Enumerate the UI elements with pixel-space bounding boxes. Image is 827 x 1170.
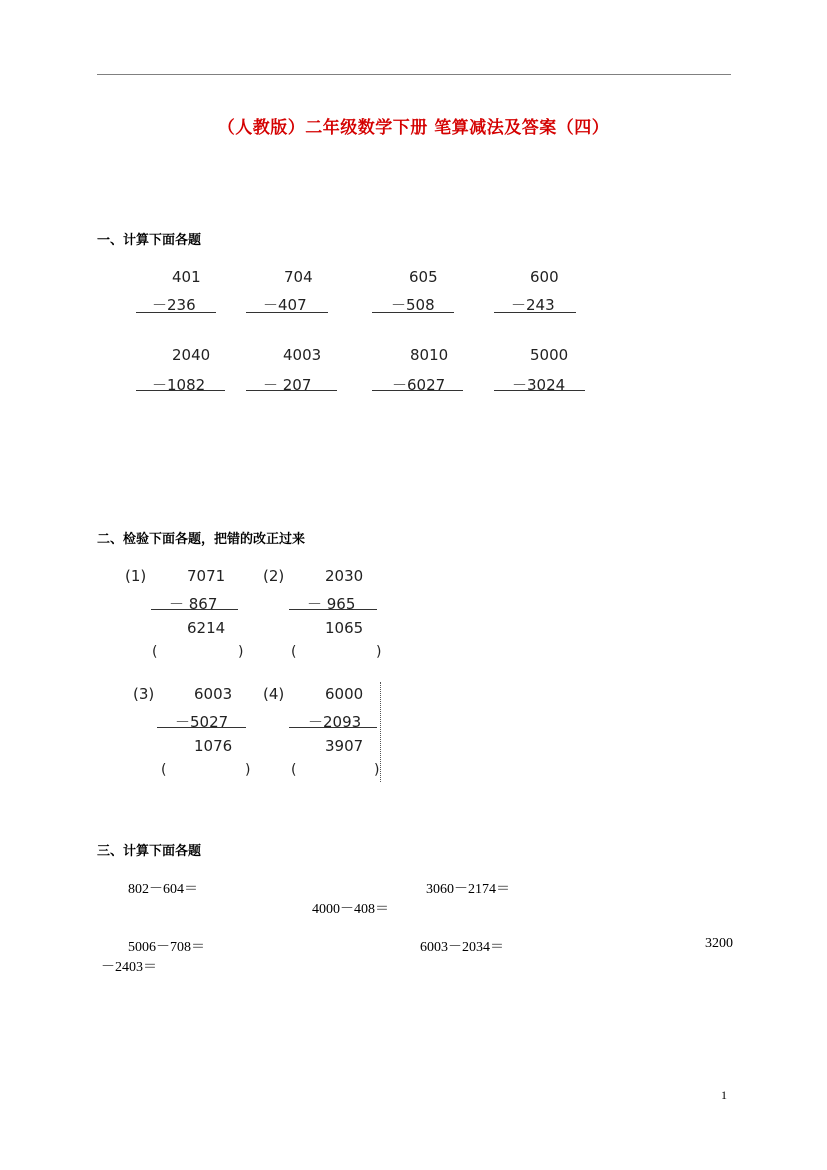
check-3-result: 1076 <box>194 737 233 755</box>
problem-1-top: 401 <box>172 268 201 286</box>
check-1-line <box>151 609 238 610</box>
check-2-top: 2030 <box>325 567 364 585</box>
check-1-top: 7071 <box>187 567 226 585</box>
problem-7-top: 8010 <box>410 346 449 364</box>
check-1-label: (1) <box>125 567 147 585</box>
check-4-sub: －2093 <box>308 713 362 731</box>
problem-4-line <box>494 312 576 313</box>
problem-8-sub: －3024 <box>512 376 566 394</box>
problem-4-top: 600 <box>530 268 559 286</box>
problem-3-sub: －508 <box>391 296 435 314</box>
check-3-top: 6003 <box>194 685 233 703</box>
problem-8-line <box>494 390 585 391</box>
check-2-sub: － 965 <box>307 595 356 613</box>
section2-heading: 二、检验下面各题，把错的改正过来 <box>97 532 306 547</box>
problem-3-line <box>372 312 454 313</box>
page-number: 1 <box>721 1088 727 1102</box>
expr-6-start: 3200 <box>705 936 733 951</box>
problem-7-line <box>372 390 463 391</box>
check-2-paren-close: ) <box>376 644 382 660</box>
check-4-label: (4) <box>263 685 285 703</box>
problem-1-line <box>136 312 216 313</box>
check-4-line <box>289 727 377 728</box>
section1-heading: 一、计算下面各题 <box>97 233 202 248</box>
check-2-line <box>289 609 377 610</box>
check-4-result: 3907 <box>325 737 364 755</box>
check-1-sub: － 867 <box>169 595 218 613</box>
scan-edge-dotted-line <box>380 682 381 782</box>
problem-5-line <box>136 390 225 391</box>
problem-4-sub: －243 <box>511 296 555 314</box>
check-3-line <box>157 727 246 728</box>
problem-6-top: 4003 <box>283 346 322 364</box>
problem-5-sub: －1082 <box>152 376 206 394</box>
problem-8-top: 5000 <box>530 346 569 364</box>
header-rule <box>97 74 731 75</box>
expr-6-end: －2403＝ <box>101 960 157 975</box>
problem-6-sub: － 207 <box>263 376 312 394</box>
problem-6-line <box>246 390 337 391</box>
expr-3: 4000－408＝ <box>312 902 389 917</box>
problem-2-line <box>246 312 328 313</box>
check-1-paren-close: ) <box>238 644 244 660</box>
section3-heading: 三、计算下面各题 <box>97 844 202 859</box>
check-3-label: (3) <box>133 685 155 703</box>
expr-1: 802－604＝ <box>128 882 198 897</box>
check-3-sub: －5027 <box>175 713 229 731</box>
check-2-label: (2) <box>263 567 285 585</box>
problem-2-top: 704 <box>284 268 313 286</box>
page-title: （人教版）二年级数学下册 笔算减法及答案（四） <box>217 118 610 138</box>
problem-2-sub: －407 <box>263 296 307 314</box>
problem-1-sub: －236 <box>152 296 196 314</box>
expr-5: 6003－2034＝ <box>420 940 504 955</box>
check-3-paren-open: ( <box>161 762 167 778</box>
check-4-paren-close: ) <box>374 762 380 778</box>
expr-4: 5006－708＝ <box>128 940 205 955</box>
check-3-paren-close: ) <box>245 762 251 778</box>
expr-2: 3060－2174＝ <box>426 882 510 897</box>
check-4-top: 6000 <box>325 685 364 703</box>
check-2-result: 1065 <box>325 619 364 637</box>
check-1-paren-open: ( <box>152 644 158 660</box>
problem-7-sub: －6027 <box>392 376 446 394</box>
check-4-paren-open: ( <box>291 762 297 778</box>
problem-5-top: 2040 <box>172 346 211 364</box>
check-1-result: 6214 <box>187 619 226 637</box>
check-2-paren-open: ( <box>291 644 297 660</box>
problem-3-top: 605 <box>409 268 438 286</box>
